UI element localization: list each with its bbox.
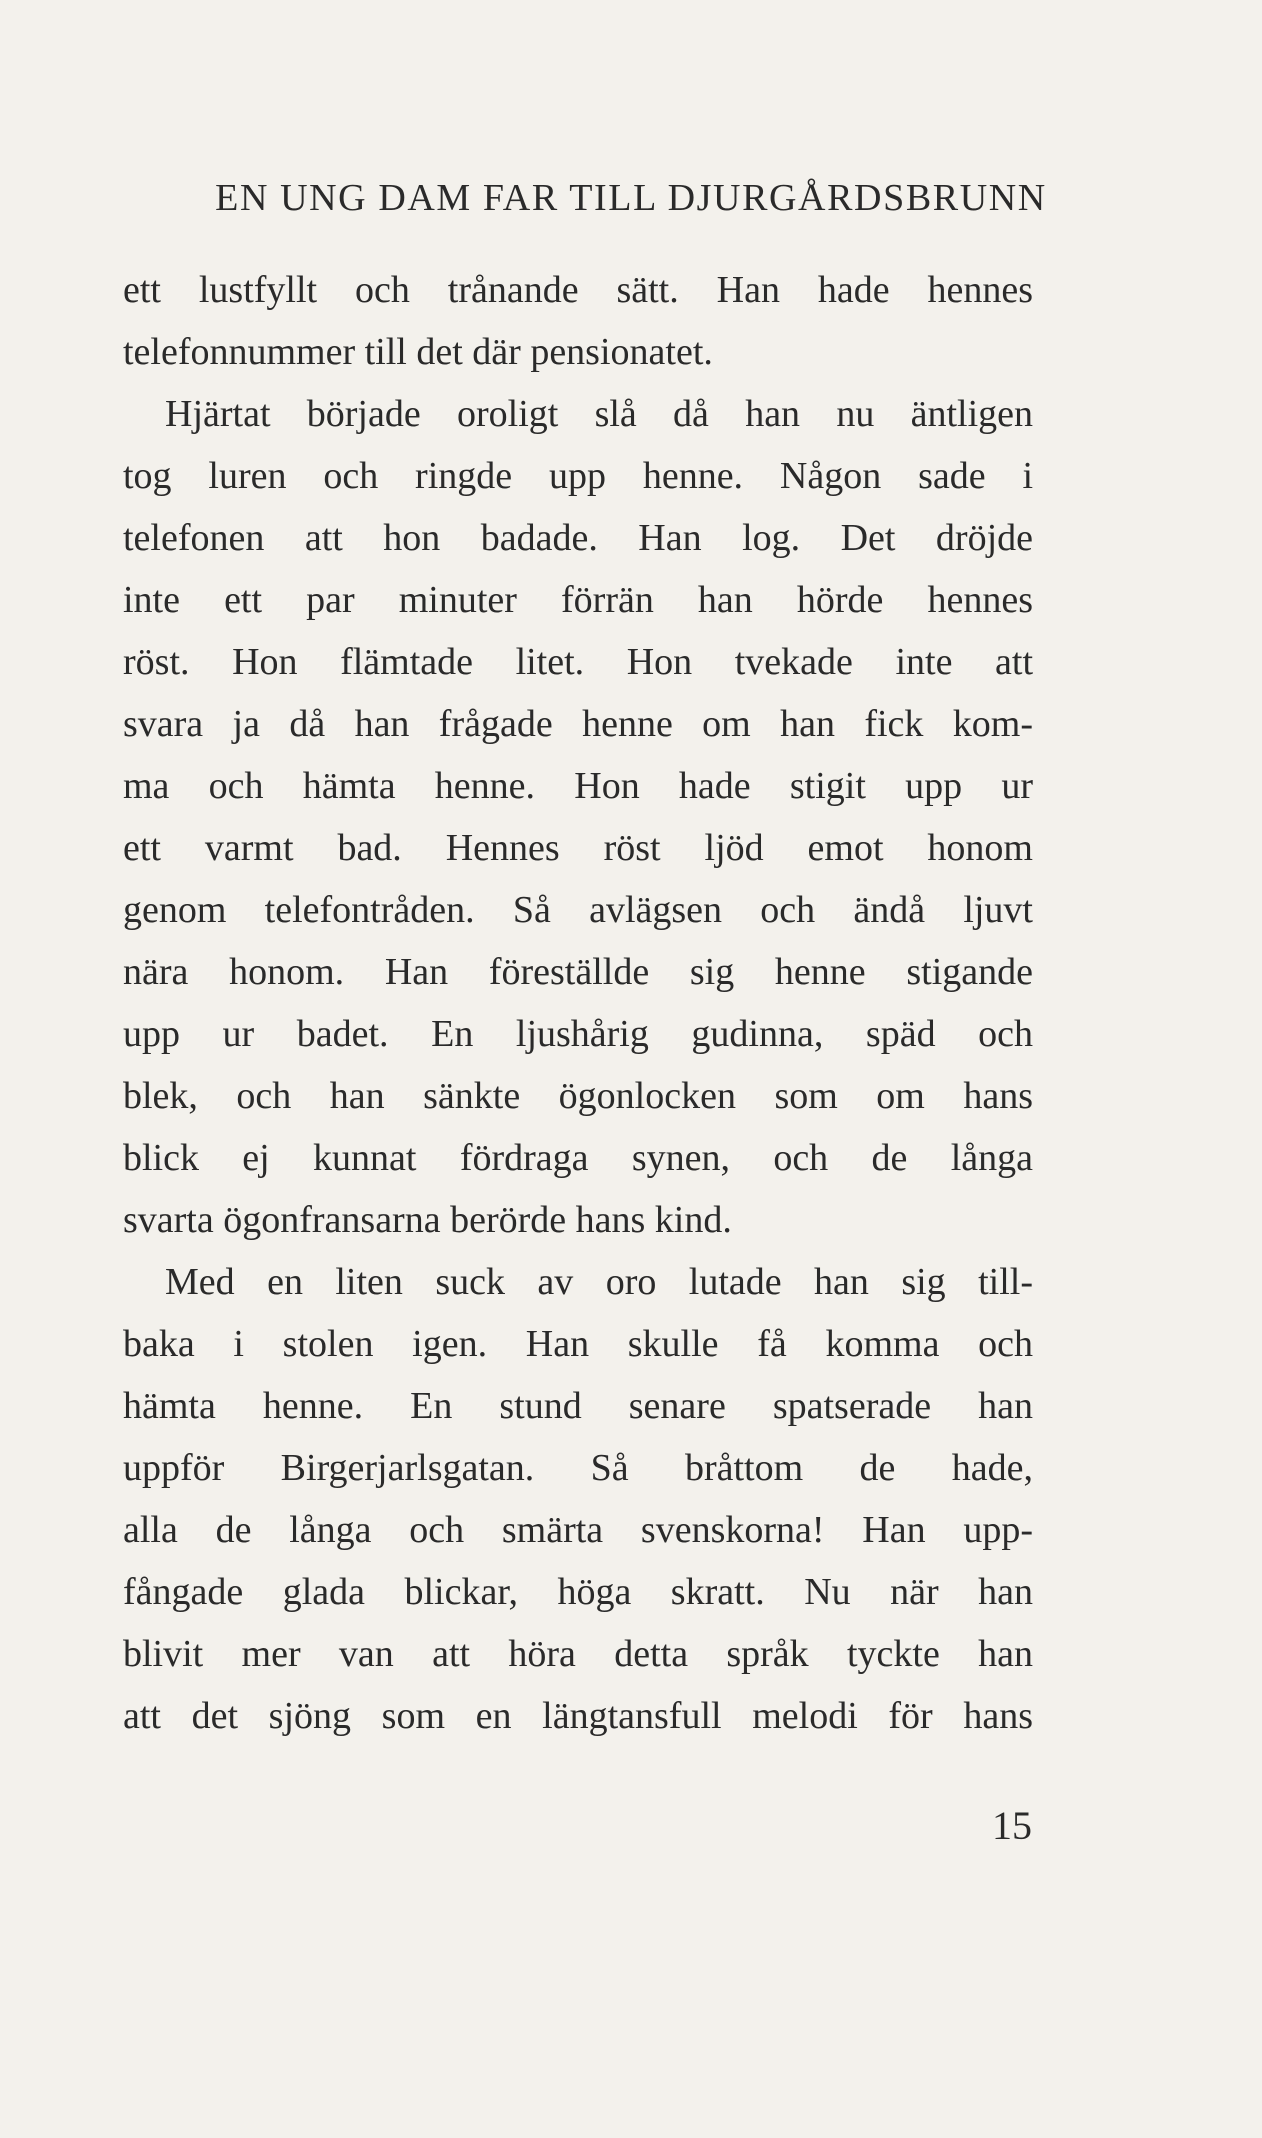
text-line: Med en liten suck av oro lutade han sig till- — [165, 1261, 1033, 1303]
text-line: genom telefontråden. Så avlägsen och ändå ljuvt — [123, 889, 1033, 931]
text-line: blick ej kunnat fördraga synen, och de långa — [123, 1137, 1033, 1179]
text-line: tog luren och ringde upp henne. Någon sade i — [123, 455, 1033, 497]
text-line: fångade glada blickar, höga skratt. Nu när han — [123, 1571, 1033, 1613]
text-line: upp ur badet. En ljushårig gudinna, späd och — [123, 1013, 1033, 1055]
text-line: nära honom. Han föreställde sig henne stigande — [123, 951, 1033, 993]
text-line: uppför Birgerjarlsgatan. Så bråttom de hade, — [123, 1447, 1033, 1489]
running-head: EN UNG DAM FAR TILL DJURGÅRDSBRUNN — [215, 177, 1047, 219]
text-line: Hjärtat började oroligt slå då han nu äntligen — [165, 393, 1033, 435]
text-line: inte ett par minuter förrän han hörde hennes — [123, 579, 1033, 621]
page-number: 15 — [992, 1803, 1032, 1848]
text-line: svara ja då han frågade henne om han fick kom- — [123, 703, 1033, 745]
text-line: ett varmt bad. Hennes röst ljöd emot honom — [123, 827, 1033, 869]
text-line: att det sjöng som en längtansfull melodi för hans — [123, 1695, 1033, 1737]
text-line: hämta henne. En stund senare spatserade han — [123, 1385, 1033, 1427]
text-line: ma och hämta henne. Hon hade stigit upp ur — [123, 765, 1033, 807]
text-line: röst. Hon flämtade litet. Hon tvekade inte att — [123, 641, 1033, 683]
text-line: telefonnummer till det där pensionatet. — [123, 331, 713, 373]
body-text — [123, 259, 1033, 1747]
text-line: blivit mer van att höra detta språk tyckte han — [123, 1633, 1033, 1675]
text-line: baka i stolen igen. Han skulle få komma och — [123, 1323, 1033, 1365]
text-line: telefonen att hon badade. Han log. Det dröjde — [123, 517, 1033, 559]
text-line: alla de långa och smärta svenskorna! Han upp- — [123, 1509, 1033, 1551]
text-line: blek, och han sänkte ögonlocken som om hans — [123, 1075, 1033, 1117]
text-line: ett lustfyllt och trånande sätt. Han hade hennes — [123, 269, 1033, 311]
text-line: svarta ögonfransarna berörde hans kind. — [123, 1199, 732, 1241]
